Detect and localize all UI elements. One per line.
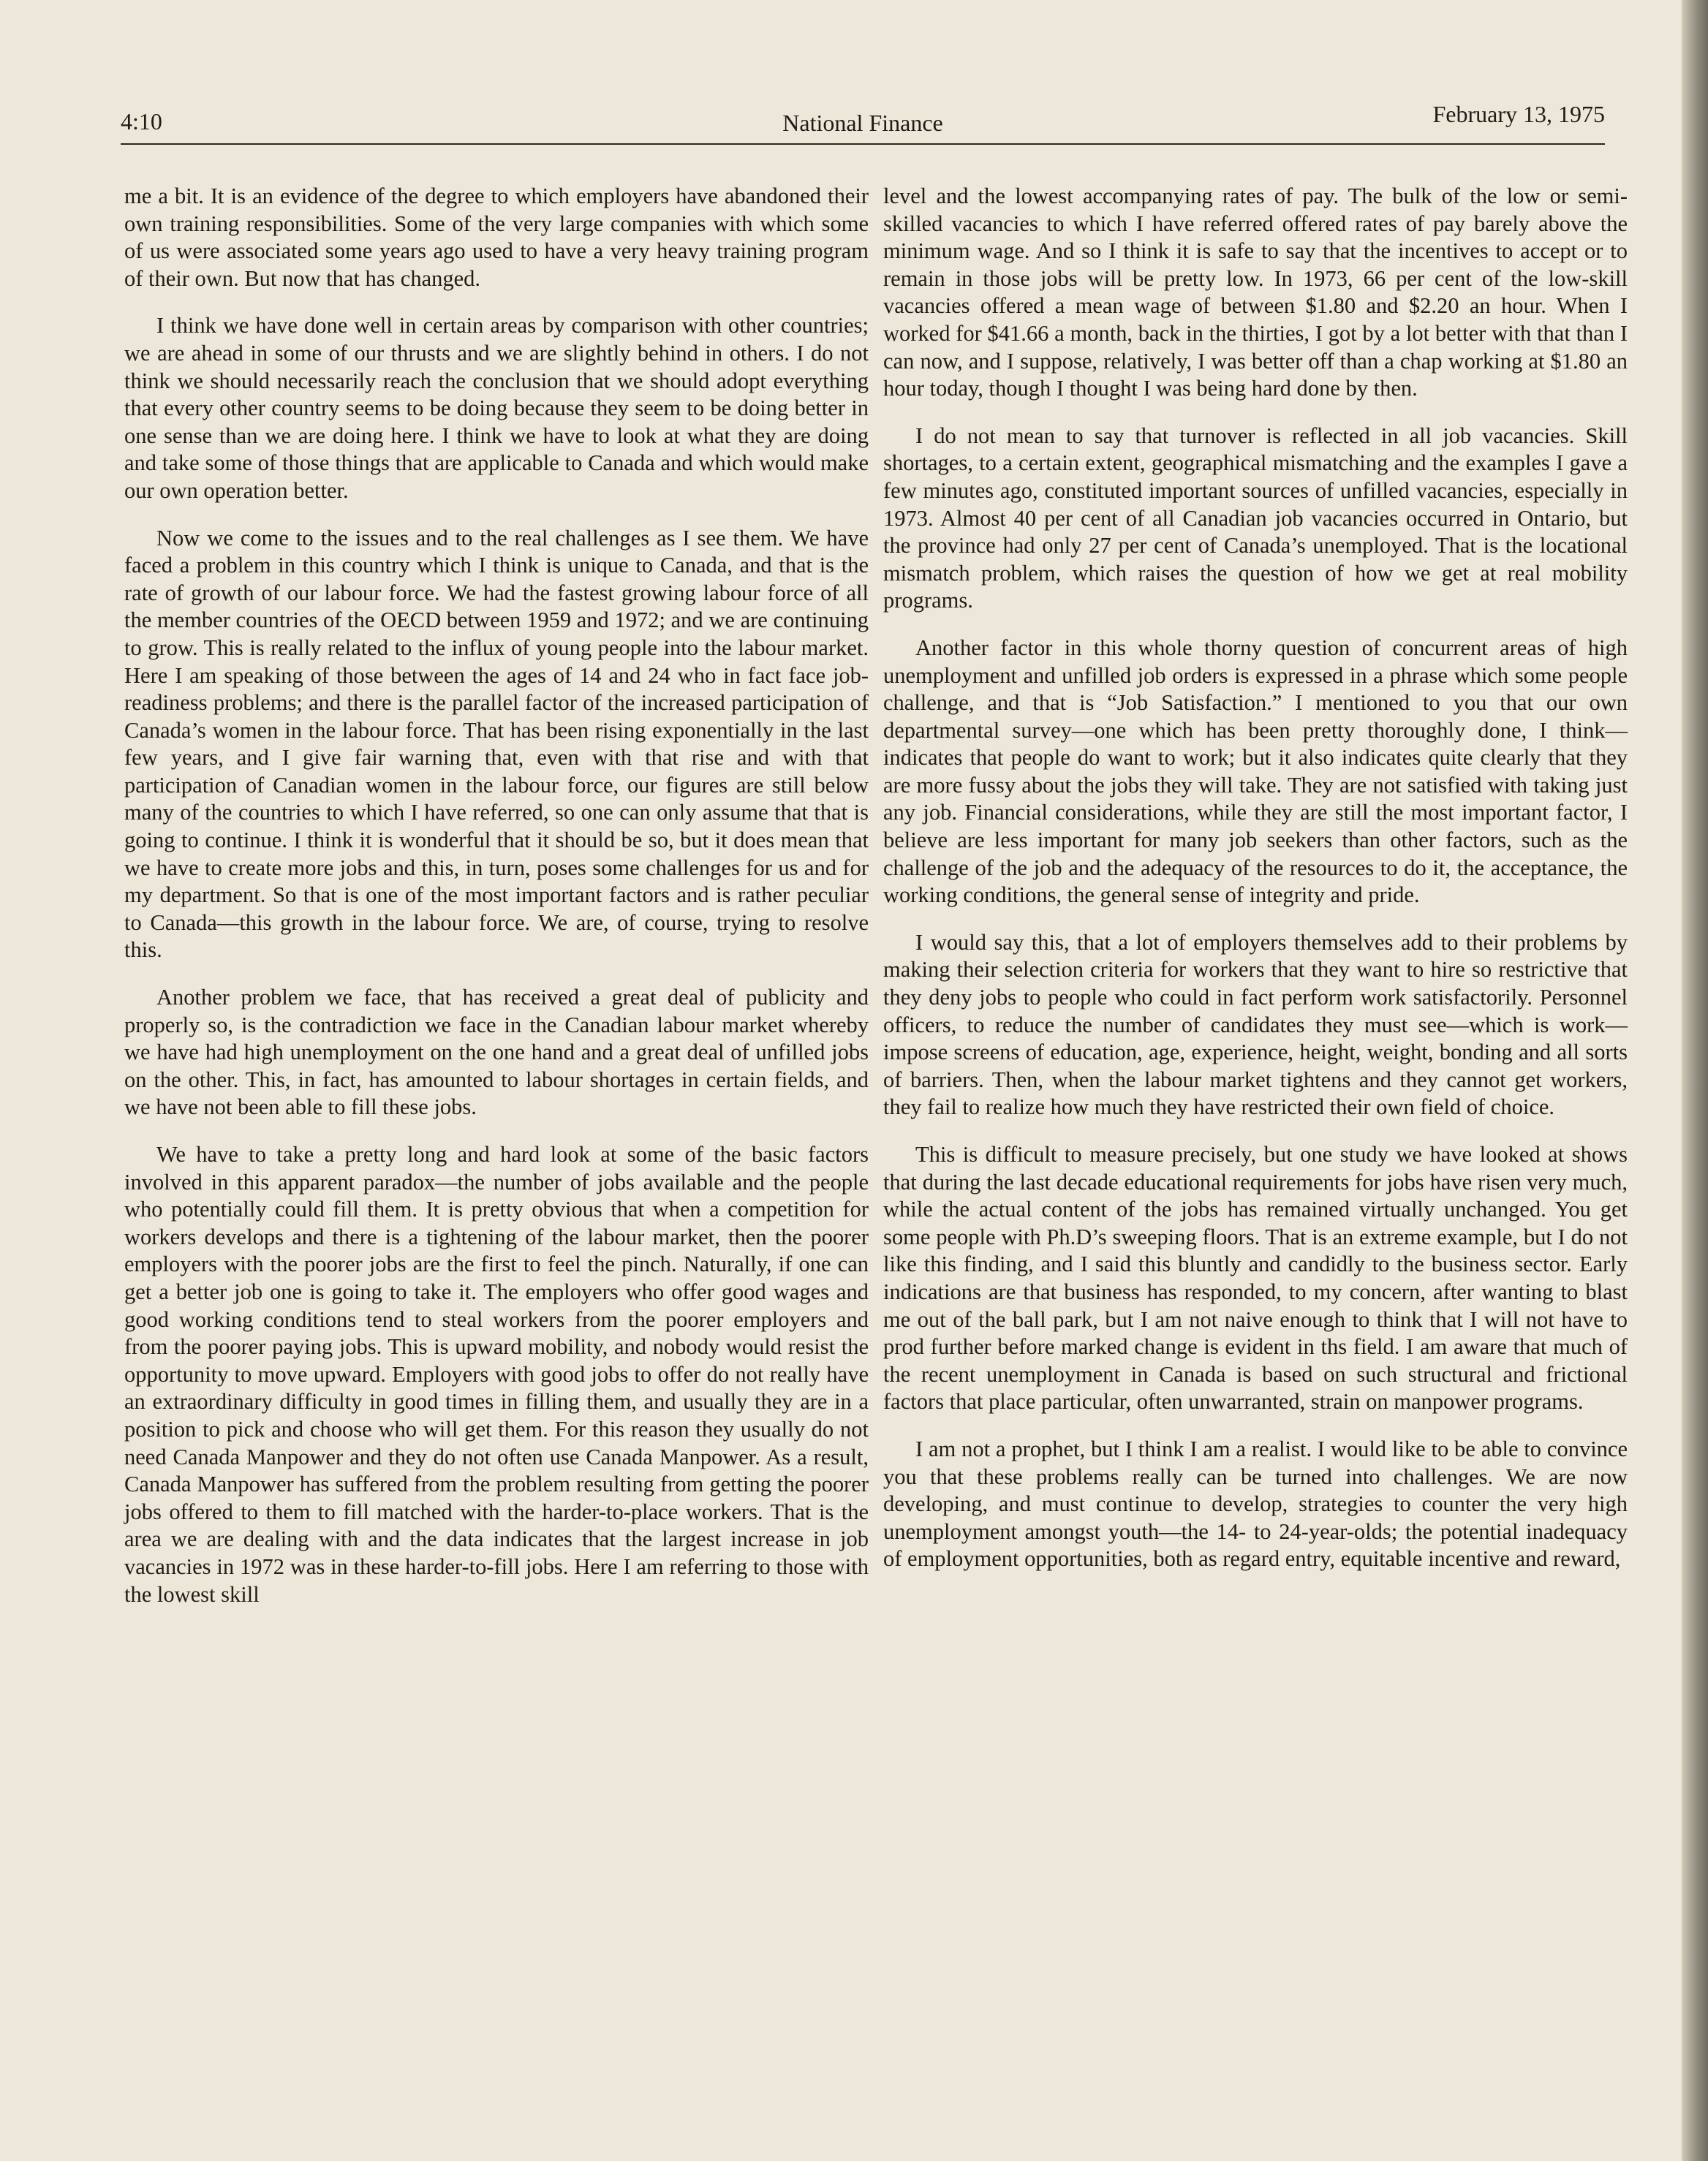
running-title: National Finance xyxy=(782,110,943,136)
paragraph: level and the lowest accompanying rates of pay. The bulk of the low or semi-skilled vacancies to which I have referred offered rates of pay barely above the minimum wage. And so I think it is safe to say that the incentives to accept or to remain in those jobs will be pretty low. In 1973, 66 per cent of the low-skill vacancies offered a mean wage of between $1.80 and $2.20 an hour. When I worked for $41.66 a month, back in the thirties, I got by a lot better with that than I can now, and I suppose, relatively, I was better off than a chap working at $1.80 an hour today, though I thought I was being hard done by then. xyxy=(883,183,1628,401)
paragraph: Another problem we face, that has received a great deal of publicity and properly so, is the contradiction we face in the Canadian labour market whereby we have had high unemployment on the one hand and a great deal of unfilled jobs on the other. This, in fact, has amounted to labour shortages in certain fields, and we have not been able to fill these jobs. xyxy=(124,985,869,1120)
page-number: 4:10 xyxy=(121,108,162,135)
header-date: February 13, 1975 xyxy=(1432,101,1605,127)
right-column xyxy=(883,183,1628,1593)
paragraph: I think we have done well in certain areas by comparison with other countries; we are ahead in some of our thrusts and we are slightly behind in others. I do not think we should necessarily reach the conclusion that we should adopt everything that every other country seems to be doing because they seem to be doing better in one sense than we are doing here. I think we have to look at what they are doing and take some of those things that are applicable to Canada and which would make our own operation better. xyxy=(124,313,869,503)
paragraph: We have to take a pretty long and hard look at some of the basic factors involved in this apparent paradox—the number of jobs available and the people who potentially could fill them. It is pretty obvious that when a competition for workers develops and there is a tightening of the labour market, then the poorer employers with the poorer jobs are the first to feel the pinch. Naturally, if one can get a better job one is going to take it. The employers who offer good wages and good working conditions tend to steal workers from the poorer employers and from the poorer paying jobs. This is upward mobility, and nobody would resist the opportunity to move upward. Employers with good jobs to offer do not really have an extraordinary difficulty in good times in filling them, and usually they are in a position to pick and choose who will get them. For this reason they usually do not need Canada Manpower and they do not often use Canada Manpower. As a result, Canada Manpower has suffered from the problem resulting from getting the poorer jobs offered to them to fill matched with the harder-to-place workers. That is the area we are dealing with and the data indicates that the largest increase in job vacancies in 1972 was in these harder-to-fill jobs. Here I am referring to those with the lowest skill xyxy=(124,1142,869,1607)
paragraph: Now we come to the issues and to the real challenges as I see them. We have faced a problem in this country which I think is unique to Canada, and that is the rate of growth of our labour force. We had the fastest growing labour force of all the member countries of the OECD between 1959 and 1972; and we are continuing to grow. This is really related to the influx of young people into the labour market. Here I am speaking of those between the ages of 14 and 24 who in fact face job-readiness problems; and there is the parallel factor of the increased participation of Canada’s women in the labour force. That has been rising exponentially in the last few years, and I give fair warning that, even with that rise and with that participation of Canadian women in the labour force, our figures are still below many of the countries to which I have referred, so one can only assume that that is going to continue. I think it is wonderful that it should be so, but it does mean that we have to create more jobs and this, in turn, poses some challenges for us and for my department. So that is one of the most important factors and is rather peculiar to Canada—this growth in the labour force. We are, of course, trying to resolve this. xyxy=(124,525,869,963)
paragraph: I am not a prophet, but I think I am a realist. I would like to be able to convince you that these problems really can be turned into challenges. We are now developing, and must continue to develop, strategies to counter the very high unemployment amongst youth—the 14- to 24-year-olds; the potential inadequacy of employment opportunities, both as regard entry, equitable incentive and reward, xyxy=(883,1436,1628,1572)
paragraph: I would say this, that a lot of employers themselves add to their problems by making their selection criteria for workers that they want to hire so restrictive that they deny jobs to people who could in fact perform work satisfactorily. Personnel officers, to reduce the number of candidates they must see—which is work—impose screens of education, age, experience, height, weight, bonding and all sorts of barriers. Then, when the labour market tightens and they cannot get workers, they fail to realize how much they have restricted their own field of choice. xyxy=(883,929,1628,1120)
paragraph: I do not mean to say that turnover is reflected in all job vacancies. Skill shortages, to a certain extent, geographical mismatching and the examples I gave a few minutes ago, constituted important sources of unfilled vacancies, especially in 1973. Almost 40 per cent of all Canadian job vacancies occurred in Ontario, but the province had only 27 per cent of Canada’s unemployed. That is the locational mismatch problem, which raises the question of how we get at real mobility programs. xyxy=(883,423,1628,613)
paragraph: me a bit. It is an evidence of the degree to which employers have abandoned their own training responsibilities. Some of the very large companies with which some of us were associated some years ago used to have a very heavy training program of their own. But now that has changed. xyxy=(124,183,869,291)
header-rule xyxy=(121,143,1605,145)
page-header xyxy=(121,102,1605,146)
left-column xyxy=(124,183,869,1628)
page-edge-shadow xyxy=(1682,0,1708,2161)
paragraph: This is difficult to measure precisely, but one study we have looked at shows that during the last decade educational requirements for jobs have risen very much, while the actual content of the jobs has remained virtually unchanged. You get some people with Ph.D’s sweeping floors. That is an extreme example, but I do not like this finding, and I said this bluntly and candidly to the business sector. Early indications are that business has responded, to my concern, after wanting to blast me out of the ball park, but I am not naive enough to think that I will not have to prod further before marked change is evident in ths field. I am aware that much of the recent unemployment in Canada is based on such structural and frictional factors that place particular, often unwarranted, strain on manpower programs. xyxy=(883,1142,1628,1415)
paragraph: Another factor in this whole thorny question of concurrent areas of high unemployment and unfilled job orders is expressed in a phrase which some people challenge, and that is “Job Satisfaction.” I mentioned to you that our own departmental survey—one which has been pretty thoroughly done, I think—indicates that people do want to work; but it also indicates quite clearly that they are more fussy about the jobs they will take. They are not satisfied with taking just any job. Financial considerations, while they are still the most important factor, I believe are less important for many job seekers than other factors, such as the challenge of the job and the adequacy of the resources to do it, the acceptance, the working conditions, the general sense of integrity and pride. xyxy=(883,635,1628,908)
